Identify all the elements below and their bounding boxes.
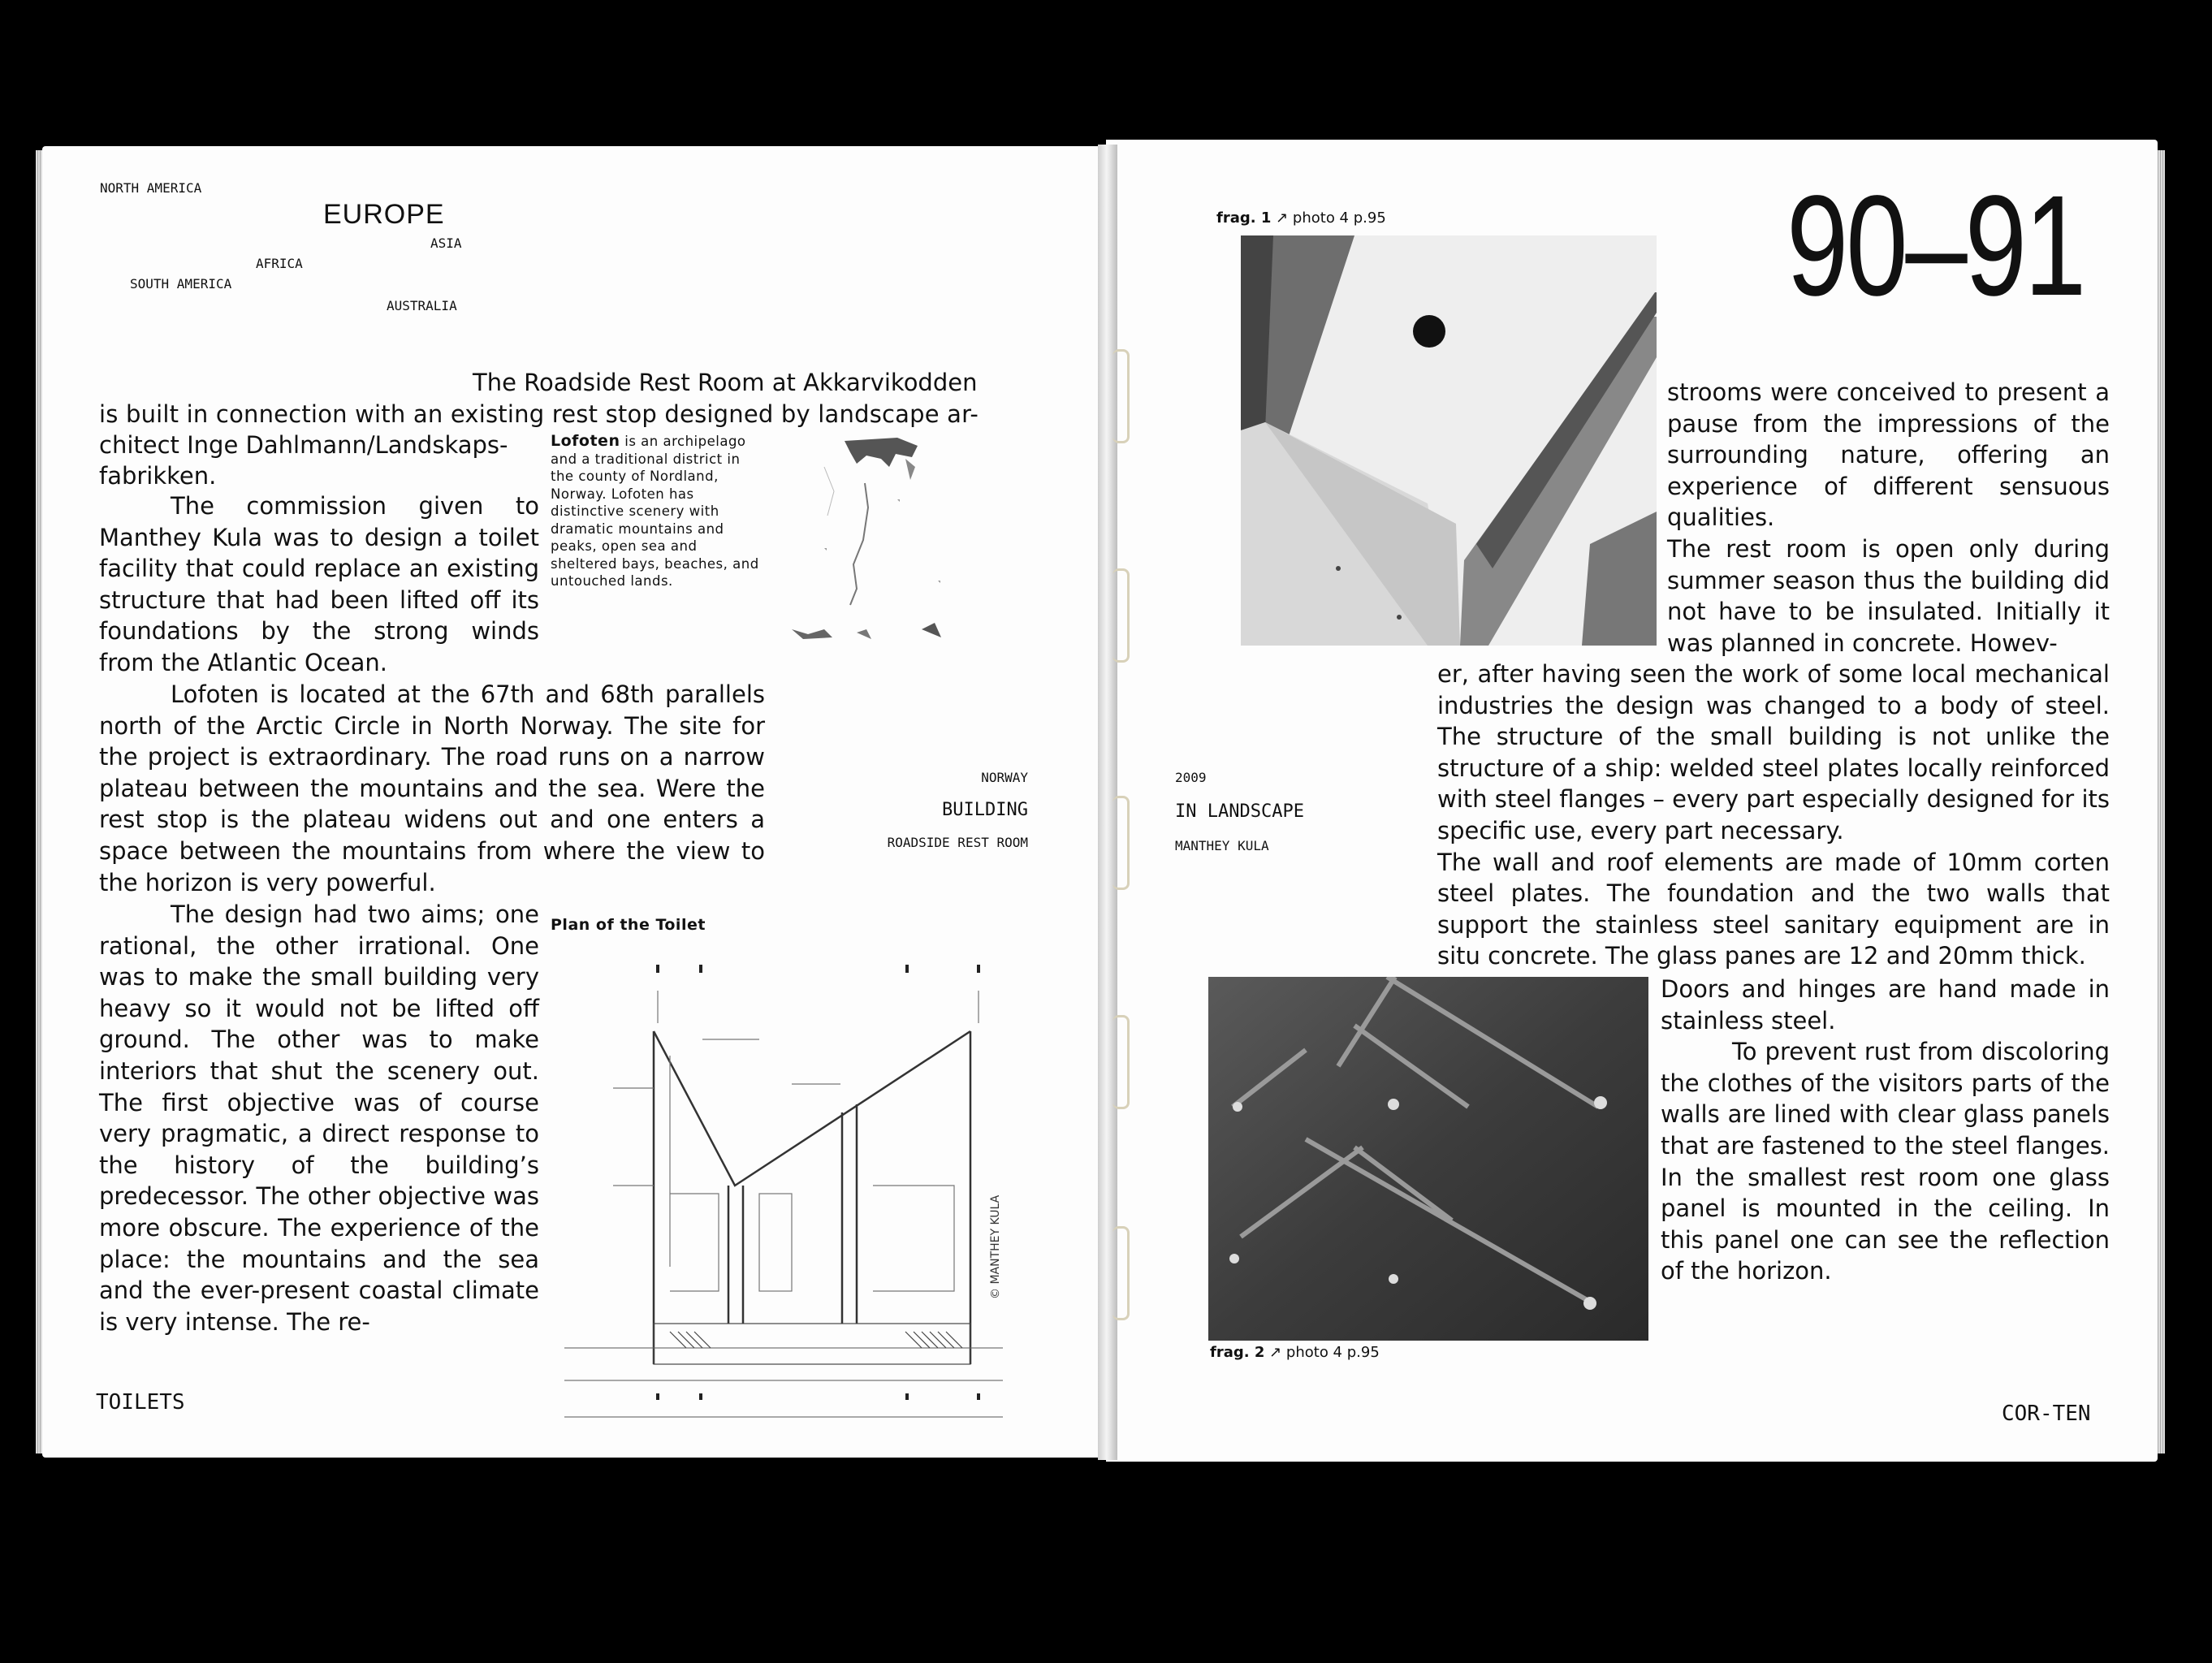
left-paragraph-1 (99, 490, 539, 679)
plan-title: Plan of the Toilet (551, 916, 706, 934)
frag1-label: frag. 1 (1216, 209, 1272, 227)
lofoten-map (775, 434, 995, 646)
meta-category: BUILDING (942, 800, 1028, 820)
continent-south-america: SOUTH AMERICA (130, 276, 232, 292)
paragraph-rest-rooms: strooms were conceived to present a pause from the impressions of the surrounding nature, offering an experience of different sensuous qualities. (1667, 378, 2110, 532)
frag1-ref: ↗ photo 4 p.95 (1276, 209, 1386, 227)
paragraph-aims: The design had two aims; one rational, the other irrational. One was to make the small building very heavy so it would not be lifted off ground. The other was to make interiors that shut the scenery out. The first objective was of course very pragmatic, a direct response to the history of the building’s predecessor. The other objective was more obscure. The experience of the place: the mountains and the sea and the ever-present coastal climate is very intense. The re- (99, 901, 539, 1336)
frag1-caption (1216, 209, 1386, 227)
right-paragraph-1 (1667, 377, 2110, 659)
meta-series: IN LANDSCAPE (1175, 801, 1304, 822)
continent-africa: AFRICA (256, 256, 303, 271)
map-graphic (775, 434, 995, 646)
meta-architect: MANTHEY KULA (1175, 838, 1269, 853)
paragraph-glass-panels: To prevent rust from discoloring the clothes of the visitors parts of the walls are lined with clear glass panels that are fastened to the steel flanges. In the smallest rest room one glass panel is mounted in the ceiling. In this panel one can see the reflection of the horizon. (1661, 1038, 2110, 1285)
binding-thread (1112, 349, 1130, 443)
continent-europe: EUROPE (323, 199, 445, 230)
binding-thread (1112, 796, 1130, 890)
frag2-caption (1210, 1344, 1380, 1361)
section-marks-bottom (654, 1389, 1003, 1421)
meta-year: 2009 (1175, 770, 1207, 785)
photo-fragment-1 (1241, 235, 1657, 646)
paragraph-materials: The wall and roof elements are made of 10mm corten steel plates. The foundation and the two walls that support the stainless steel sanitary equipment are in situ concrete. The glass panes are 12 and 20mm thick. (1437, 848, 2110, 970)
binding-thread (1112, 1226, 1130, 1320)
intro-line-3: chitect Inge Dahlmann/Landskaps- (99, 431, 508, 459)
steel-flanges-photo-2 (1208, 977, 1648, 1341)
frag2-ref: ↗ photo 4 p.95 (1269, 1344, 1380, 1361)
sidenote-text: is an archipelago and a traditional district in the county of Nordland, Norway. Lofoten has distinctive scenery with dramatic mountains and peaks, open sea and sheltered bays, beaches, and untouched lands. (551, 434, 759, 589)
paragraph-steel-body: er, after having seen the work of some local mechanical industries the design was changed to a body of steel. The structure of the small building is not unlike the structure of a ship: welded steel plates locally reinforced with steel flanges – every part especially designed for its specific use, every part necessary. (1437, 660, 2110, 844)
paragraph-season: The rest room is open only during summer season thus the building did not have to be insulated. Initially it was planned in concrete. Howev- (1667, 534, 2110, 657)
steel-structure-photo-1 (1241, 235, 1657, 646)
intro-line-2: is built in connection with an existing rest stop designed by landscape ar- (99, 400, 979, 428)
section-mark-graphic (654, 1389, 1003, 1421)
binding-thread (1112, 1015, 1130, 1109)
right-paragraph-2 (1437, 659, 2110, 972)
left-paragraph-2 (99, 679, 765, 898)
continent-north-america: NORTH AMERICA (100, 180, 202, 196)
intro-line-4: fabrikken. (99, 462, 217, 490)
paragraph-location: Lofoten is located at the 67th and 68th parallels north of the Arctic Circle in North Norway. The site for the project is extraordinary. The road runs on a narrow plateau between the mountains and the sea. Were the rest stop is the plateau widens out and one enters a space between the mountains from where the view to the horizon is very powerful. (99, 680, 765, 896)
continent-australia: AUSTRALIA (387, 298, 457, 313)
sidenote-lofoten (551, 433, 766, 590)
photo-fragment-2 (1208, 977, 1648, 1341)
left-paragraph-3 (99, 899, 539, 1337)
page-numbers: 90–91 (1786, 166, 2085, 326)
continent-asia: ASIA (430, 235, 462, 251)
footer-right: COR-TEN (2002, 1402, 2091, 1426)
right-paragraph-3 (1661, 974, 2110, 1287)
frag2-label: frag. 2 (1210, 1344, 1265, 1361)
plan-credit: © MANTHEY KULA (989, 1194, 1002, 1299)
floor-plan-graphic (548, 942, 1011, 1429)
paragraph-doors: Doors and hinges are hand made in stainless steel. (1661, 975, 2110, 1035)
intro-line-1: The Roadside Rest Room at Akkarvikodden (473, 369, 978, 396)
plan-drawing (548, 942, 1011, 1429)
meta-country: NORWAY (981, 770, 1028, 785)
sidenote-title: Lofoten (551, 432, 620, 450)
binding-thread (1112, 568, 1130, 663)
footer-left: TOILETS (96, 1390, 185, 1415)
paragraph-commission: The commission given to Manthey Kula was to design a toilet facility that could replace an existing structure that had been lifted off its foundations by the strong winds from the Atlantic Ocean. (99, 492, 539, 676)
meta-type: ROADSIDE REST ROOM (887, 835, 1028, 850)
